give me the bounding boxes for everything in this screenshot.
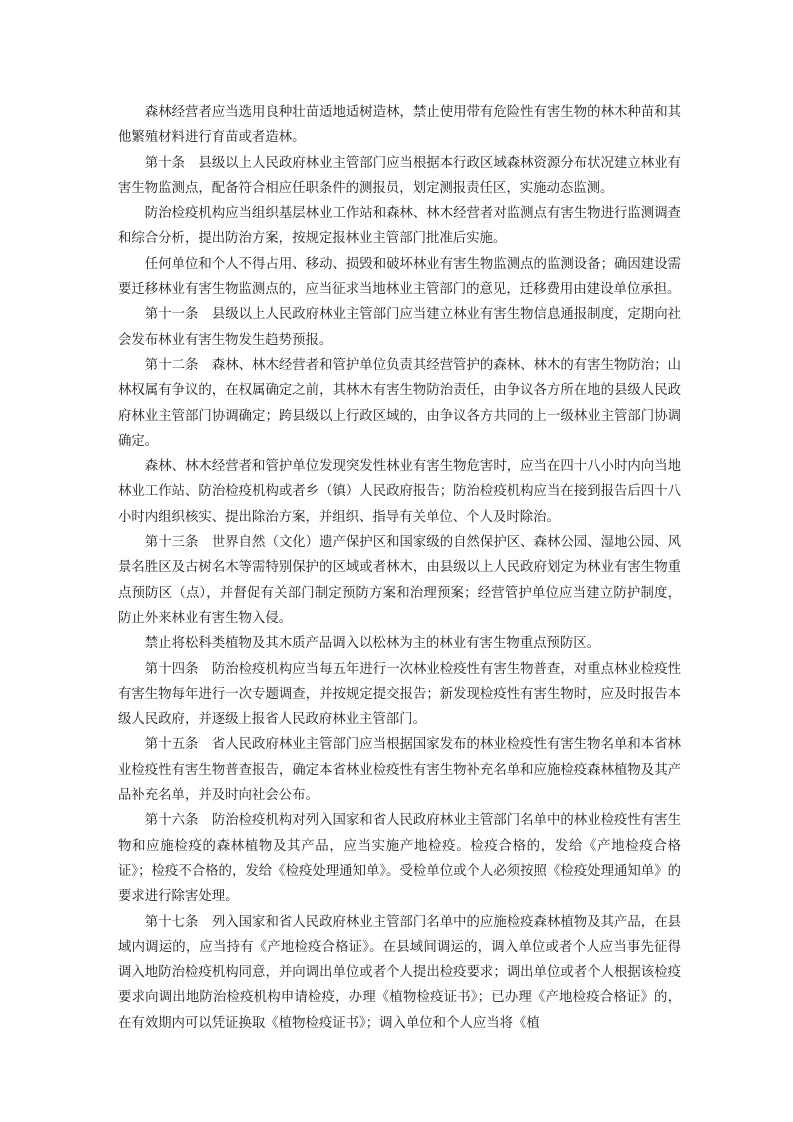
paragraph: 森林、林木经营者和管护单位发现突发性林业有害生物危害时，应当在四十八小时内向当地林业工作站、防治检疫机构或者乡（镇）人民政府报告；防治检疫机构应当在接到报告后四十八小时内组织核实、提出除治方案，并组织、指导有关单位、个人及时除治。 [118,459,681,525]
paragraph-article-15: 第十五条 省人民政府林业主管部门应当根据国家发布的林业检疫性有害生物名单和本省林业检疫性有害生物普查报告，确定本省林业检疫性有害生物补充名单和应施检疫森林植物及其产品补充名单，并及时向社会公布。 [118,737,681,804]
paragraph-article-13: 第十三条 世界自然（文化）遗产保护区和国家级的自然保护区、森林公园、湿地公园、风景名胜区及古树名木等需特别保护的区域或者林木，由县级以上人民政府划定为林业有害生物重点预防区（点），并督促有关部门制定预防方案和治理预案；经营管护单位应当建立防护制度，防止外来林业有害生物入侵。 [118,535,681,626]
document-page [118,100,681,1036]
paragraph: 森林经营者应当选用良种壮苗适地适树造林，禁止使用带有危险性有害生物的林木种苗和其他繁殖材料进行育苗或者造林。 [118,105,681,146]
paragraph-article-12: 第十二条 森林、林木经营者和管护单位负责其经营管护的森林、林木的有害生物防治；山林权属有争议的，在权属确定之前，其林木有害生物防治责任，由争议各方所在地的县级人民政府林业主管部门协调确定；跨县级以上行政区域的，由争议各方共同的上一级林业主管部门协调确定。 [118,357,681,449]
paragraph-article-17: 第十七条 列入国家和省人民政府林业主管部门名单中的应施检疫森林植物及其产品，在县域内调运的，应当持有《产地检疫合格证》。在县域间调运的，调入单位或者个人应当事先征得调入地防治检疫机构同意，并向调出单位或者个人提出检疫要求；调出单位或者个人根据该检疫要求向调出地防治检疫机构申请检疫，办理《植物检疫证书》；已办理《产地检疫合格证》的，在有效期内可以凭证换取《植物检疫证书》；调入单位和个人应当将《植 [118,914,681,1031]
paragraph-article-16: 第十六条 防治检疫机构对列入国家和省人民政府林业主管部门名单中的林业检疫性有害生物和应施检疫的森林植物及其产品，应当实施产地检疫。检疫合格的，发给《产地检疫合格证》；检疫不合格的，发给《检疫处理通知单》。受检单位或个人必须按照《检疫处理通知单》的要求进行除害处理。 [118,813,681,905]
paragraph-article-11: 第十一条 县级以上人民政府林业主管部门应当建立林业有害生物信息通报制度，定期向社会发布林业有害生物发生趋势预报。 [118,307,681,348]
paragraph-article-10: 第十条 县级以上人民政府林业主管部门应当根据本行政区域森林资源分布状况建立林业有害生物监测点，配备符合相应任职条件的测报员，划定测报责任区，实施动态监测。 [118,155,681,196]
paragraph: 禁止将松科类植物及其木质产品调入以松林为主的林业有害生物重点预防区。 [144,636,601,652]
paragraph: 防治检疫机构应当组织基层林业工作站和森林、林木经营者对监测点有害生物进行监测调查和综合分析，提出防治方案，按规定报林业主管部门批准后实施。 [118,206,681,247]
paragraph: 任何单位和个人不得占用、移动、损毁和破坏林业有害生物监测点的监测设备；确因建设需要迁移林业有害生物监测点的，应当征求当地林业主管部门的意见，迁移费用由建设单位承担。 [118,256,681,298]
paragraph-article-14: 第十四条 防治检疫机构应当每五年进行一次林业检疫性有害生物普查，对重点林业检疫性有害生物每年进行一次专题调查，并按规定提交报告；新发现检疫性有害生物时，应及时报告本级人民政府，并逐级上报省人民政府林业主管部门。 [118,661,681,728]
